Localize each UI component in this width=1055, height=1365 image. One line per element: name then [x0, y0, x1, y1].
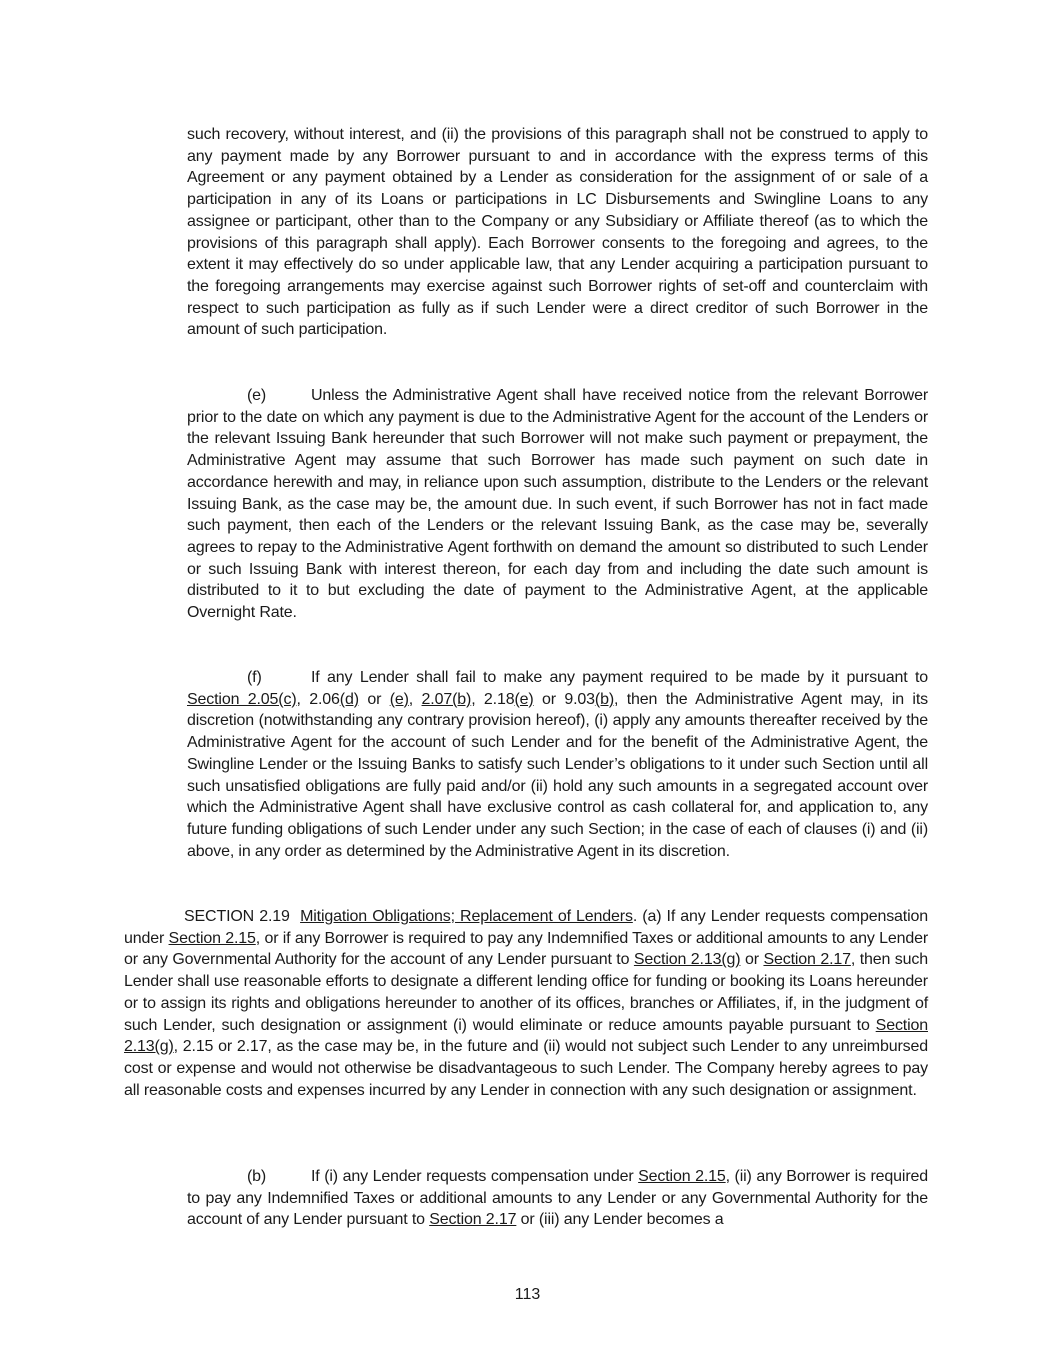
section-reference: Section 2.13(g) [124, 1016, 928, 1056]
section-reference: (e) [389, 690, 409, 708]
page-number: 113 [514, 1286, 541, 1303]
section-reference: Section 2.15 [638, 1168, 726, 1185]
section-reference: Section 2.17 [763, 951, 851, 969]
paragraph-text: Unless the Administrative Agent shall have received notice from the relevant Borrower prior to the date on which any payment is due to the Administrative Agent for the account of the Lenders or the relevant Issuing Bank hereunder that such Borrower will not make such payment or prepayment, the Administrative Agent may assume that such Borrower has made such payment on such date in accordance herewith and may, in reliance upon such assumption, distribute to the Lenders or the relevant Issuing Bank, as the case may be, the amount due. In such event, if such Borrower has not in fact made such payment, then each of the Lenders or the relevant Issuing Bank, as the case may be, severally agrees to repay to the Administrative Agent forthwith on demand the amount so distributed to such Lender or such Issuing Bank with interest thereon, for each day from and including the date such amount is distributed to it to but excluding the date of payment to the Administrative Agent, at the applicable Overnight Rate. [187, 387, 928, 622]
paragraph-text: such recovery, without interest, and (ii) the provisions of this paragraph shall not be construed to apply to any payment made by any Borrower pursuant to and in accordance with the express terms of this Agreement or any payment obtained by a Lender as consideration for the assignment of or sale of a participation in any of its Loans or participations in LC Disbursements and Swingline Loans to any assignee or participant, other than to the Company or any Subsidiary or Affiliate thereof (as to which the provisions of this paragraph shall apply). Each Borrower consents to the foregoing and agrees, to the extent it may effectively do so under applicable law, that any Lender acquiring a participation pursuant to the foregoing arrangements may exercise against such Borrower rights of set-off and counterclaim with respect to such participation as fully as if such Lender were a direct creditor of such Borrower in the amount of such participation. [187, 126, 928, 339]
section-reference: Section 2.05(c) [187, 690, 297, 708]
section-reference: 2.07(b) [421, 690, 472, 708]
section-number: SECTION 2.19 [184, 908, 290, 925]
clause-label: (f) [247, 669, 262, 686]
paragraph-e [187, 385, 928, 624]
section-2-19: SECTION 2.19 Mitigation Obligations; Replacement of Lenders. (a) If any Lender requests compensation under Section 2.15, or if any Borrower is required to pay any Indemnified Taxes or additional amounts to any Lender or any Governmental Authority for the account of any Lender pursuant to Section 2.13(g) or Section 2.17, then such Lender shall use reasonable efforts to designate a different lending office for funding or booking its Loans hereunder or to assign its rights and obligations hereunder to another of its offices, branches or Affiliates, if, in the judgment of such Lender, such designation or assignment (i) would eliminate or reduce amounts payable pursuant to Section 2.13(g), 2.15 or 2.17, as the case may be, in the future and (ii) would not subject such Lender to any unreimbursed cost or expense and would not otherwise be disadvantageous to such Lender. The Company hereby agrees to pay all reasonable costs and expenses incurred by any Lender in connection with any such designation or assignment. [124, 908, 929, 1099]
paragraph-b: (b) If (i) any Lender requests compensation under Section 2.15, (ii) any Borrower is required to pay any Indemnified Taxes or additional amounts to any Lender or any Governmental Authority for the account of any Lender pursuant to Section 2.17 or (iii) any Lender becomes a [187, 1168, 929, 1229]
section-reference: Section 2.15 [168, 929, 256, 947]
paragraph-f: (f) If any Lender shall fail to make any payment required to be made by it pursuant to Section 2.05(c), 2.06(d) or (e), 2.07(b), 2.18(e) or 9.03(b), then the Administrative Agent may, in its discretion (notwithstanding any contrary provision hereof), (i) apply any amounts thereafter received by the Administrative Agent for the account of such Lender and for the benefit of the Administrative Agent, the Swingline Lender or the Issuing Banks to satisfy such Lender’s obligations to it under such Section until all such unsatisfied obligations are fully paid and/or (ii) hold any such amounts in a segregated account over which the Administrative Agent shall have exclusive control as cash collateral for, and application to, any future funding obligations of such Lender under any such Section; in the case of each of clauses (i) and (ii) above, in any order as determined by the Administrative Agent in its discretion. [187, 669, 928, 860]
section-reference: (e) [514, 690, 534, 708]
section-reference: Section 2.17 [429, 1211, 517, 1229]
section-reference: Section 2.13(g) [633, 951, 741, 969]
paragraph-d-continuation [187, 124, 928, 341]
section-reference: (b) [594, 690, 615, 708]
clause-label: (e) [247, 387, 267, 404]
section-heading: Mitigation Obligations; Replacement of Lenders [300, 908, 633, 925]
clause-label: (b) [247, 1168, 267, 1185]
section-reference: (d) [339, 690, 359, 708]
